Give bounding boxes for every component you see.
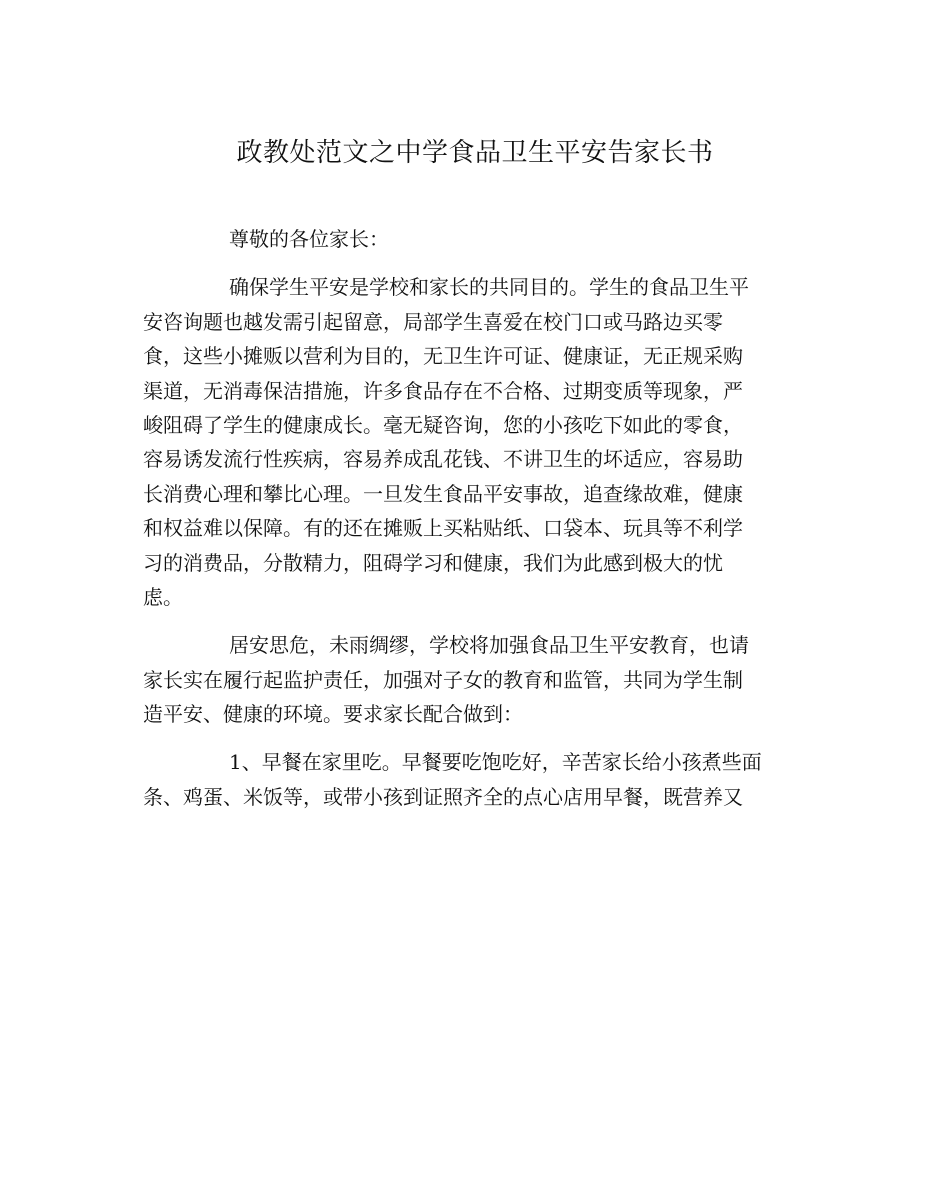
- paragraph-line: 渠道，无消毒保洁措施，许多食品存在不合格、过期变质等现象，严: [143, 378, 743, 403]
- document-title: 政教处范文之中学食品卫生平安告家长书: [236, 138, 714, 168]
- paragraph-line: 习的消费品，分散精力，阻碍学习和健康，我们为此感到极大的忧: [143, 550, 723, 575]
- paragraph-line: 和权益难以保障。有的还在摊贩上买粘贴纸、口袋本、玩具等不利学: [143, 516, 743, 541]
- paragraph-line: 容易诱发流行性疾病，容易养成乱花钱、不讲卫生的坏适应，容易助: [143, 447, 743, 472]
- paragraph-line: 居安思危，未雨绸缪，学校将加强食品卫生平安教育，也请: [229, 633, 749, 658]
- paragraph-1: [143, 270, 807, 614]
- paragraph-line: 长消费心理和攀比心理。一旦发生食品平安事故，追查缘故难，健康: [143, 481, 743, 506]
- paragraph-line: 家长实在履行起监护责任，加强对子女的教育和监管，共同为学生制: [143, 667, 743, 692]
- paragraph-line: 造平安、健康的环境。要求家长配合做到：: [143, 702, 523, 727]
- salutation: 尊敬的各位家长：: [229, 227, 389, 251]
- document-body: [143, 222, 807, 814]
- paragraph-line: 安咨询题也越发需引起留意，局部学生喜爱在校门口或马路边买零: [143, 309, 723, 334]
- paragraph-line: 1、早餐在家里吃。早餐要吃饱吃好，辛苦家长给小孩煮些面: [229, 750, 762, 775]
- paragraph-line: 虑。: [143, 584, 183, 609]
- paragraph-line: 峻阻碍了学生的健康成长。毫无疑咨询，您的小孩吃下如此的零食，: [143, 412, 743, 437]
- paragraph-line: 确保学生平安是学校和家长的共同目的。学生的食品卫生平: [229, 275, 749, 300]
- paragraph-line: 食，这些小摊贩以营利为目的，无卫生许可证、健康证，无正规采购: [143, 344, 743, 369]
- paragraph-2: [143, 628, 807, 731]
- paragraph-3: [143, 745, 807, 814]
- paragraph-line: 条、鸡蛋、米饭等，或带小孩到证照齐全的点心店用早餐，既营养又: [143, 784, 743, 809]
